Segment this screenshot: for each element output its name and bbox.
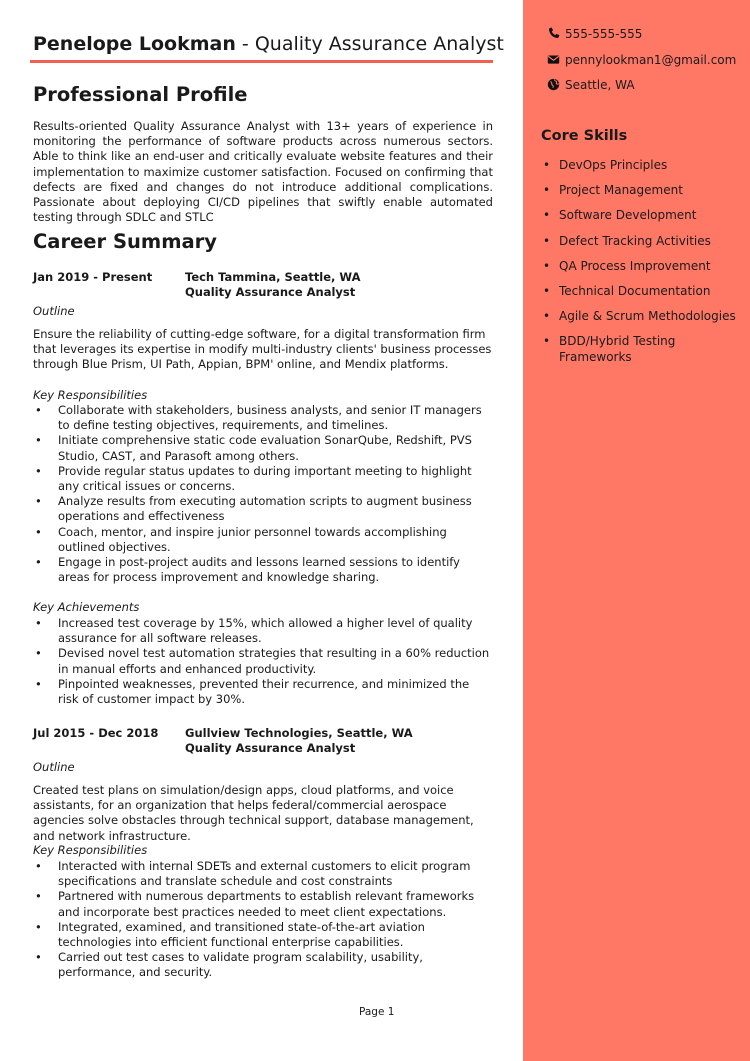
contact-phone (547, 26, 642, 42)
email-link[interactable]: pennylookman1@gmail.com (565, 53, 737, 67)
envelope-icon (547, 53, 560, 66)
list-item: • Engage in post-project audits and lessons learned sessions to identify areas for process improvement and knowledge sharing. (33, 555, 493, 585)
career-heading: Career Summary (33, 230, 217, 253)
list-item: • Partnered with numerous departments to establish relevant frameworks and incorporate best practices needed to meet client expectations. (33, 889, 493, 919)
list-item: • Carried out test cases to validate program scalability, usability, performance, and security. (33, 950, 493, 980)
phone-icon (547, 27, 560, 40)
list-item: • Integrated, examined, and transitioned state-of-the-art aviation technologies into efficient functional enterprise capabilities. (33, 920, 493, 950)
candidate-role: Quality Assurance Analyst (254, 33, 504, 55)
achievements-label: Key Achievements (33, 600, 140, 614)
phone-text[interactable]: 555-555-555 (565, 27, 643, 41)
list-item: • Project Management (541, 182, 750, 207)
list-item: • Initiate comprehensive static code evaluation SonarQube, Redshift, PVS Studio, CAST, and Parasoft among others. (33, 433, 493, 463)
list-item: • Defect Tracking Activities (541, 233, 750, 258)
achievements-list (33, 616, 493, 707)
list-item: • Collaborate with stakeholders, business analysts, and senior IT managers to define testing objectives, requirements, and timelines. (33, 403, 493, 433)
globe-icon (547, 78, 560, 91)
list-item: • Increased test coverage by 15%, which allowed a higher level of quality assurance for all software releases. (33, 616, 493, 646)
job-outline: Ensure the reliability of cutting-edge software, for a digital transformation firm that leverages its expertise in modify multi-industry clients' business processes through Blue Prism, UI Path, Appian, BPM' online, and Mendix platforms. (33, 327, 492, 372)
resume-header (33, 30, 504, 58)
location-text: Seattle, WA (565, 78, 635, 92)
profile-text: Results-oriented Quality Assurance Analyst with 13+ years of experience in monitoring the performance of software products across numerous sectors. Able to think like an end-user and critically evaluate website features and their implementation to maximize customer satisfaction. Focused on confirming that defects are fixed and changes do not introduce additional complications. Passionate about deploying CI/CD pipelines that swiftly enable automated testing through SDLC and STLC (33, 119, 493, 225)
list-item: • DevOps Principles (541, 157, 750, 182)
contact-location (547, 77, 635, 93)
job-company: Tech Tammina, Seattle, WA (185, 270, 361, 284)
contact-email (547, 52, 736, 68)
profile-heading: Professional Profile (33, 83, 248, 106)
list-item: • Software Development (541, 207, 750, 232)
job-title: Quality Assurance Analyst (185, 285, 356, 300)
list-item: • Pinpointed weaknesses, prevented their recurrence, and minimized the risk of customer impact by 30%. (33, 677, 493, 707)
list-item: • QA Process Improvement (541, 258, 750, 283)
responsibilities-label: Key Responsibilities (33, 388, 148, 402)
list-item: • Technical Documentation (541, 283, 750, 308)
skills-list (541, 157, 750, 365)
list-item: • Analyze results from executing automation scripts to augment business operations and effectiveness (33, 494, 493, 524)
list-item: • BDD/Hybrid Testing Frameworks (541, 333, 750, 358)
job-outline: Created test plans on simulation/design apps, cloud platforms, and voice assistants, for an organization that helps federal/commercial aerospace agencies solve obstacles through technical support, database management, and network infrastructure. (33, 783, 474, 843)
candidate-name: Penelope Lookman (33, 33, 236, 55)
list-item: • Interacted with internal SDETs and external customers to elicit program specifications and translate schedule and cost constraints (33, 859, 493, 889)
list-item: • Coach, mentor, and inspire junior personnel towards accomplishing outlined objectives. (33, 525, 493, 555)
responsibilities-list (33, 859, 493, 981)
job-company: Gullview Technologies, Seattle, WA (185, 726, 413, 740)
header-separator: - (235, 33, 255, 55)
job-title: Quality Assurance Analyst (185, 741, 356, 756)
list-item: • Provide regular status updates to during important meeting to highlight any critical issues or concerns. (33, 464, 493, 494)
sidebar (523, 0, 750, 1061)
page-number: Page 1 (359, 1006, 395, 1018)
responsibilities-list (33, 403, 493, 585)
skills-heading: Core Skills (541, 128, 628, 144)
outline-label: Outline (33, 760, 75, 774)
list-item: • Agile & Scrum Methodologies (541, 308, 750, 333)
header-divider (30, 60, 493, 63)
responsibilities-label: Key Responsibilities (33, 843, 148, 857)
job-dates: Jan 2019 - Present (33, 270, 153, 284)
outline-label: Outline (33, 304, 75, 318)
job-dates: Jul 2015 - Dec 2018 (33, 726, 159, 740)
list-item: • Devised novel test automation strategies that resulting in a 60% reduction in manual efforts and enhanced productivity. (33, 646, 493, 676)
